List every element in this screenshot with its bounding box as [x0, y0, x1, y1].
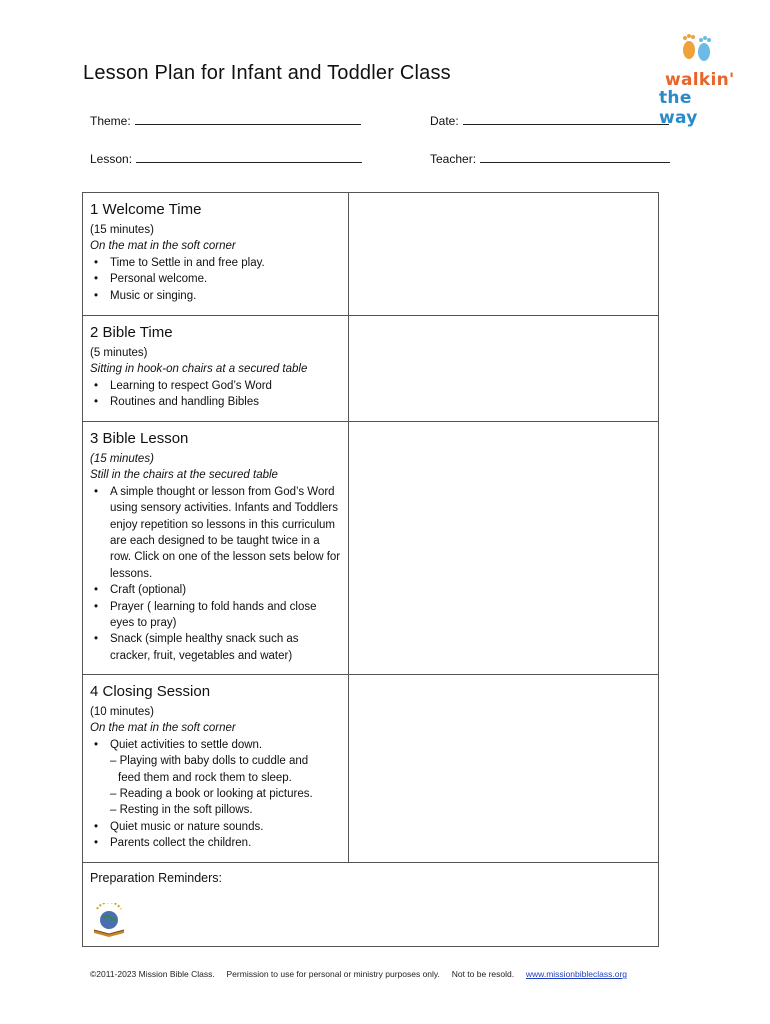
sub-item: – Reading a book or looking at pictures. — [110, 788, 313, 801]
preparation-label: Preparation Reminders: — [90, 871, 223, 885]
sub-item: – Resting in the soft pillows. — [110, 804, 253, 817]
website-link[interactable]: www.missionbibleclass.org — [525, 969, 627, 979]
list-item: • Time to Settle in and free play. — [110, 255, 348, 271]
sub-item: – Playing with baby dolls to cuddle and — [110, 755, 309, 768]
teacher-blank-line[interactable] — [480, 151, 670, 163]
list-item: • Prayer ( learning to fold hands and close eyes to pray) — [110, 599, 342, 632]
logo-text-the-way: the way — [659, 88, 698, 128]
list-item: • A simple thought or lesson from God’s Word using sensory activities. Infants and Toddlers enjoy repetition so lessons in this curriculum are each designed to be taught twice in a row. Click on one of the lesson sets below for lessons. — [110, 484, 342, 582]
section-title: 4 Closing Session — [90, 683, 211, 700]
list-item: • Quiet activities to settle down. — [110, 737, 348, 753]
lesson-blank-line[interactable] — [136, 151, 362, 163]
section-description — [83, 422, 349, 674]
section-closing-session — [83, 675, 658, 863]
section-bullets — [90, 819, 348, 852]
theme-field[interactable] — [90, 113, 361, 128]
teacher-field[interactable] — [430, 151, 670, 166]
theme-blank-line[interactable] — [135, 113, 361, 125]
list-item: • Learning to respect God’s Word — [110, 378, 348, 394]
section-title: 3 Bible Lesson — [90, 430, 189, 447]
logo-text-walkin: walkin' — [665, 70, 735, 90]
section-location: Still in the chairs at the secured table — [90, 469, 278, 482]
date-field[interactable] — [430, 113, 669, 128]
list-item: • Snack (simple healthy snack such as cracker, fruit, vegetables and water) — [110, 631, 342, 664]
list-item: • Craft (optional) — [110, 582, 342, 598]
list-item: • Parents collect the children. — [110, 835, 348, 851]
page-title: Lesson Plan for Infant and Toddler Class — [83, 62, 451, 84]
lesson-field[interactable] — [90, 151, 362, 166]
section-bullets — [90, 484, 342, 664]
sub-item: feed them and rock them to sleep. — [118, 771, 292, 784]
section-bible-lesson — [83, 422, 658, 675]
footprints-icon — [677, 30, 717, 70]
preparation-reminders — [83, 863, 658, 946]
list-item: • Routines and handling Bibles — [110, 394, 348, 410]
lesson-label: Lesson: — [90, 152, 133, 166]
section-description — [83, 193, 349, 315]
section-duration: (15 minutes) — [90, 224, 154, 236]
list-item: • Personal welcome. — [110, 271, 348, 287]
footer — [90, 969, 627, 979]
section-description — [83, 316, 349, 421]
lesson-plan-table — [82, 192, 659, 947]
walkin-the-way-logo — [655, 30, 735, 128]
date-blank-line[interactable] — [463, 113, 669, 125]
section-location: Sitting in hook-on chairs at a secured table — [90, 363, 308, 376]
teacher-label: Teacher: — [430, 152, 477, 166]
section-duration: (10 minutes) — [90, 706, 154, 718]
section-bullets — [90, 255, 348, 304]
date-label: Date: — [430, 114, 459, 128]
section-location: On the mat in the soft corner — [90, 240, 236, 253]
section-location: On the mat in the soft corner — [90, 722, 236, 735]
mission-bible-class-icon — [91, 903, 127, 937]
list-item: • Quiet music or nature sounds. — [110, 819, 348, 835]
footer-permission: Permission to use for personal or ministry purposes only. — [226, 969, 440, 979]
section-description — [83, 675, 349, 862]
theme-label: Theme: — [90, 114, 131, 128]
list-item: • Music or singing. — [110, 288, 348, 304]
footer-copyright: ©2011-2023 Mission Bible Class. — [90, 969, 215, 979]
section-bullets — [90, 378, 348, 411]
section-bible-time — [83, 316, 658, 422]
section-bullets — [90, 737, 348, 753]
section-duration: (5 minutes) — [90, 347, 148, 359]
footer-resale: Not to be resold. — [451, 969, 515, 979]
section-welcome-time — [83, 193, 658, 316]
section-title: 1 Welcome Time — [90, 201, 202, 218]
section-duration: (15 minutes) — [90, 453, 154, 465]
section-title: 2 Bible Time — [90, 324, 173, 341]
